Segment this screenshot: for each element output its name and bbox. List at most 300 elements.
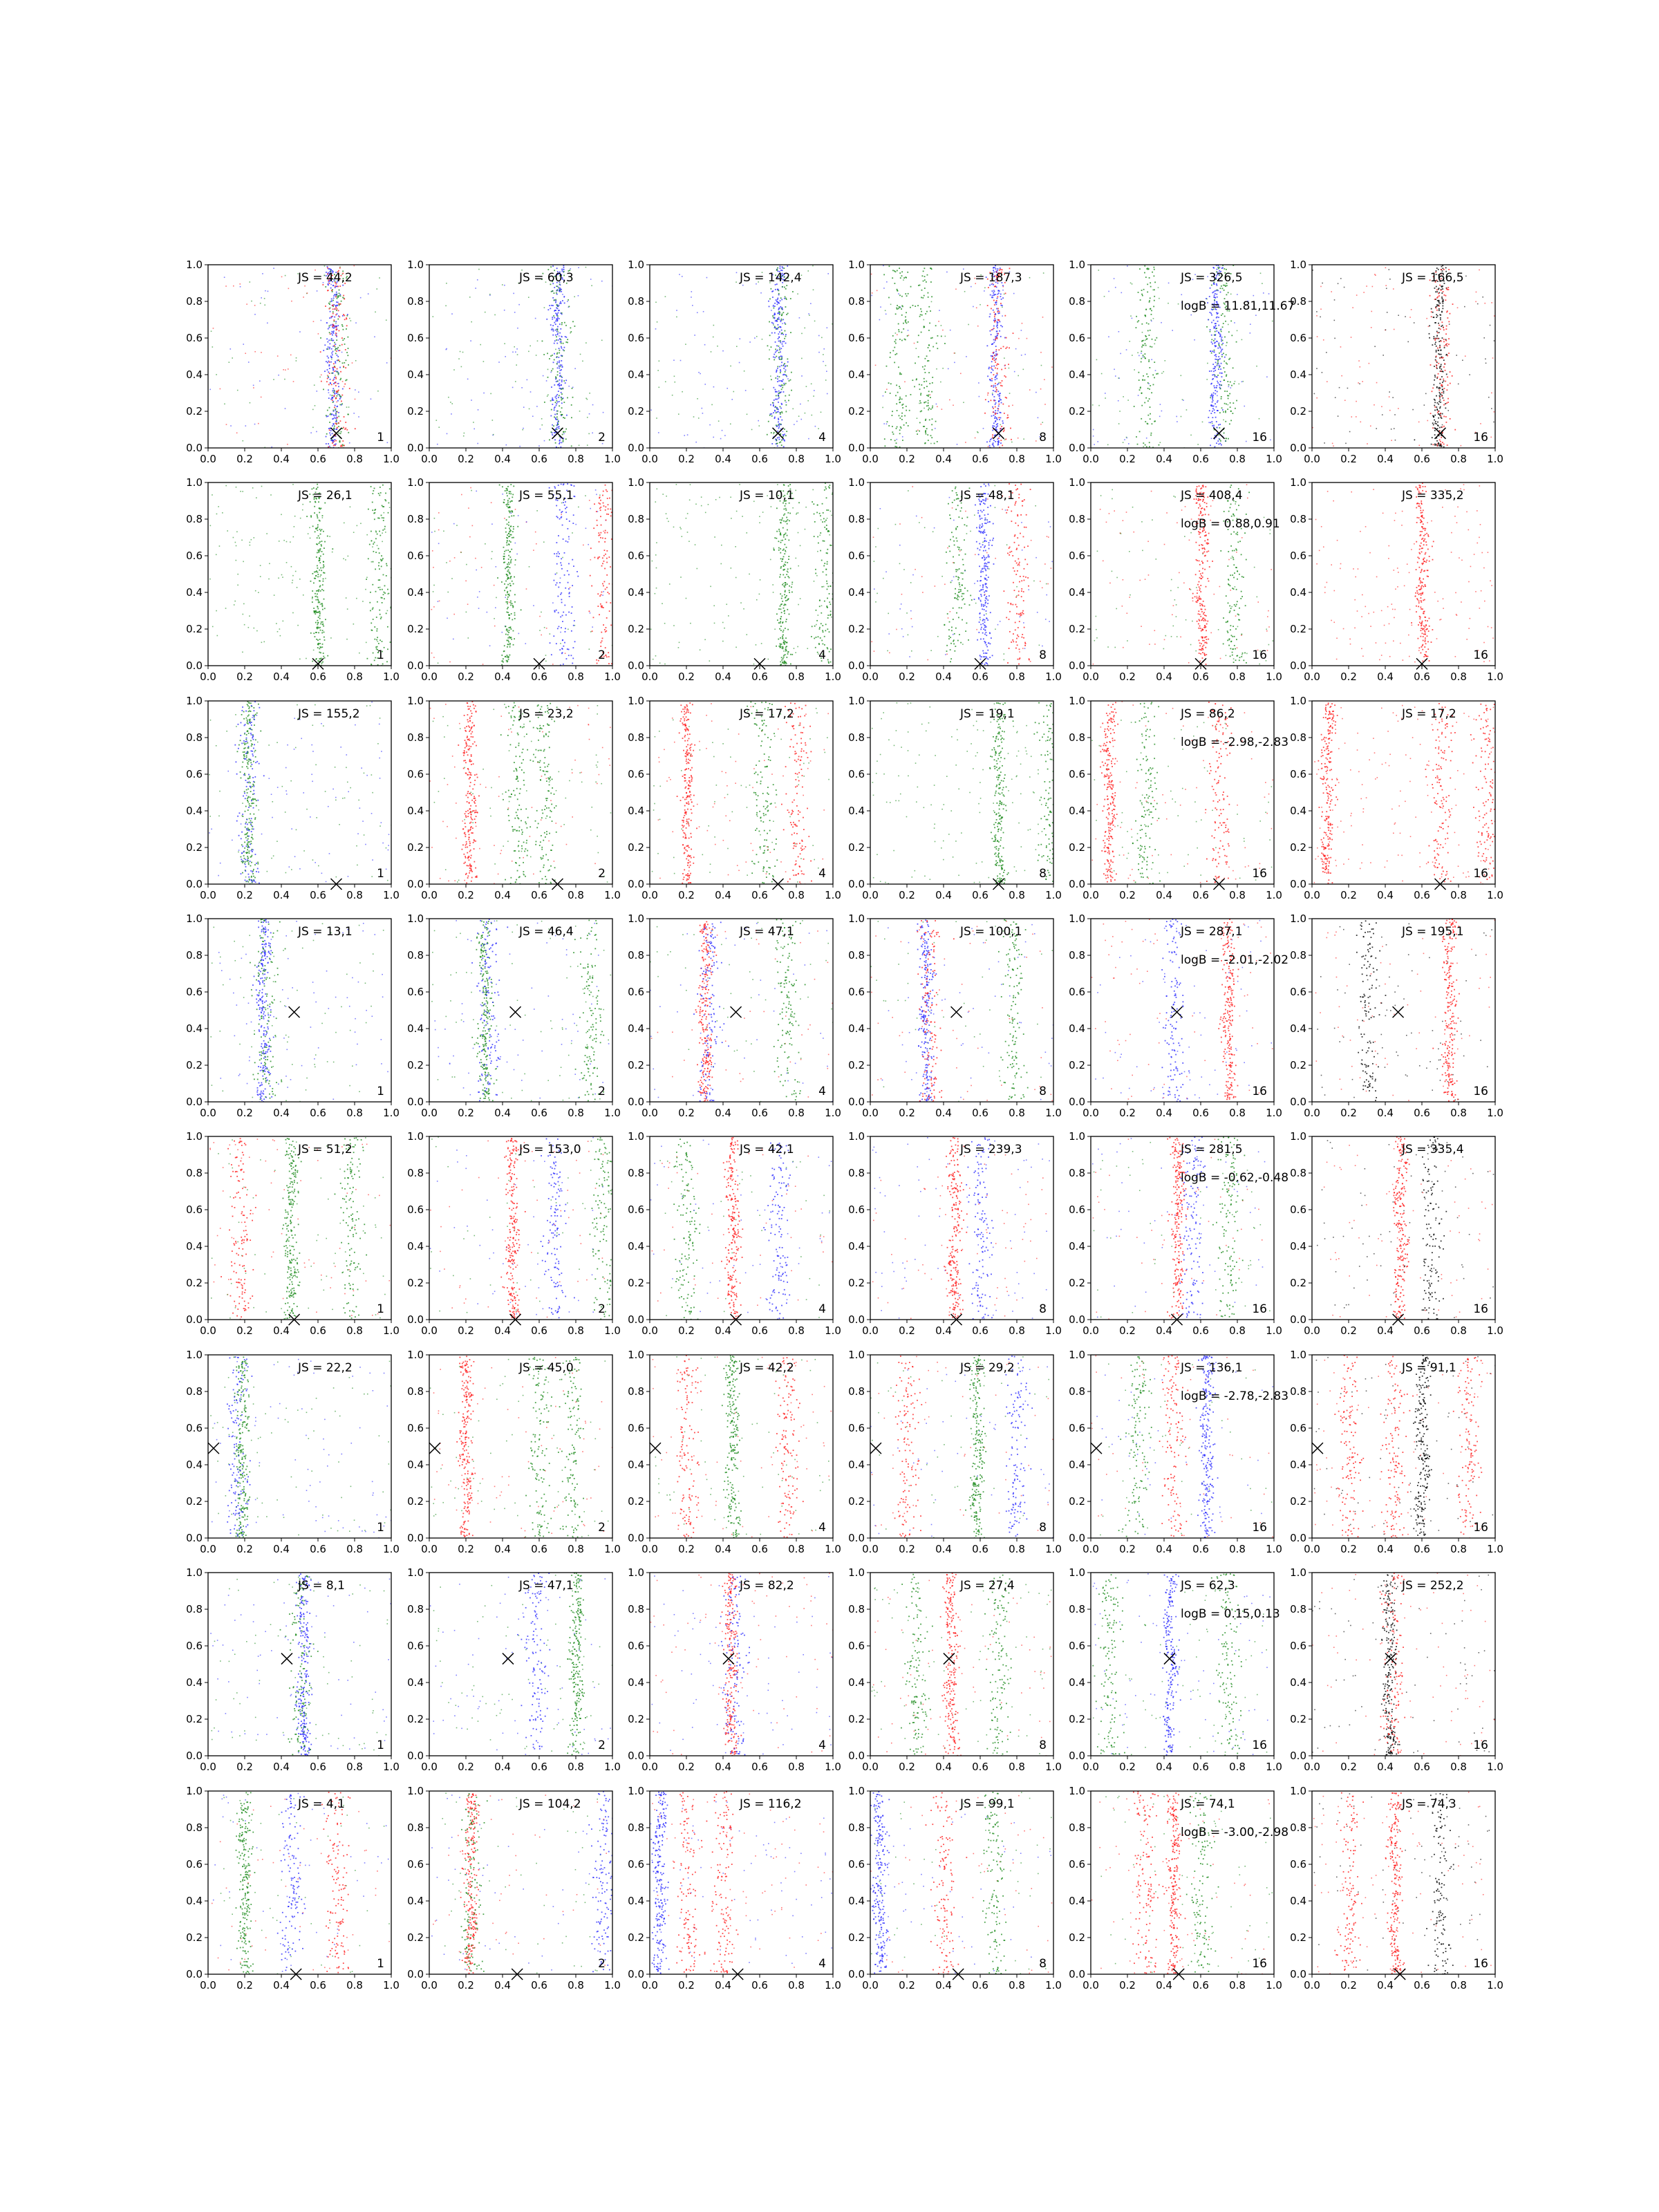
scatter-point (995, 402, 997, 404)
scatter-point (316, 431, 317, 433)
scatter-point (1441, 445, 1442, 447)
scatter-point (556, 429, 558, 430)
scatter-point (1151, 314, 1152, 315)
axes-frame (429, 482, 612, 666)
scatter-point (533, 550, 534, 551)
scatter-point (1161, 411, 1163, 412)
scatter-point (995, 404, 996, 405)
scatter-point (554, 408, 555, 409)
scatter-point (781, 440, 782, 441)
scatter-point (930, 268, 932, 269)
scatter-point (319, 520, 320, 521)
scatter-point (928, 395, 929, 396)
scatter-point (898, 329, 899, 330)
scatter-point (473, 422, 474, 423)
scatter-point (817, 551, 818, 552)
scatter-point (561, 364, 563, 366)
scatter-point (337, 305, 338, 306)
scatter-point (782, 332, 783, 334)
scatter-point (995, 336, 996, 337)
scatter-point (563, 269, 565, 270)
x-tick-label: 0.0 (862, 453, 879, 465)
scatter-point (332, 395, 333, 396)
scatter-point (1213, 340, 1215, 341)
scatter-point (278, 375, 279, 376)
scatter-point (1002, 326, 1003, 328)
scatter-point (338, 426, 339, 427)
scatter-point (919, 384, 920, 385)
scatter-point (921, 384, 922, 386)
axes-frame (870, 265, 1053, 448)
scatter-point (610, 515, 612, 516)
scatter-point (377, 637, 378, 638)
scatter-point (1382, 414, 1383, 415)
scatter-point (556, 556, 558, 557)
scatter-point (1438, 388, 1440, 389)
scatter-point (1447, 384, 1449, 386)
scatter-point (1436, 304, 1438, 306)
scatter-point (321, 529, 323, 530)
scatter-point (778, 341, 780, 342)
scatter-point (383, 520, 384, 521)
scatter-point (562, 639, 563, 641)
scatter-point (1013, 293, 1015, 294)
scatter-point (321, 320, 322, 321)
scatter-point (294, 526, 295, 527)
scatter-point (990, 313, 991, 315)
scatter-point (773, 324, 774, 326)
scatter-point (1232, 402, 1234, 404)
scatter-point (565, 341, 567, 343)
scatter-point (1443, 291, 1444, 292)
scatter-point (773, 323, 774, 324)
scatter-point (543, 354, 545, 355)
scatter-point (780, 442, 781, 443)
scatter-point (242, 440, 243, 442)
y-tick-label: 0.4 (407, 368, 424, 381)
scatter-point (379, 531, 380, 532)
scatter-point (507, 584, 509, 585)
scatter-point (563, 265, 564, 267)
scatter-point (1232, 413, 1233, 414)
scatter-point (338, 310, 339, 311)
scatter-point (554, 611, 556, 612)
scatter-point (564, 552, 565, 554)
scatter-point (521, 387, 523, 388)
scatter-point (935, 325, 937, 326)
scatter-point (315, 659, 317, 660)
scatter-point (1221, 337, 1223, 338)
scatter-point (557, 411, 559, 412)
scatter-point (317, 514, 318, 516)
scatter-point (505, 527, 507, 529)
scatter-point (1217, 385, 1218, 386)
scatter-point (1438, 310, 1440, 311)
scatter-point (507, 603, 508, 604)
scatter-point (504, 645, 505, 646)
scatter-point (353, 532, 355, 533)
scatter-point (1119, 411, 1121, 412)
scatter-point (769, 299, 771, 300)
scatter-point (1181, 416, 1182, 418)
scatter-point (346, 406, 348, 408)
scatter-point (1447, 444, 1448, 446)
scatter-point (556, 427, 558, 428)
axes-frame (650, 265, 833, 448)
scatter-point (1393, 288, 1394, 290)
scatter-point (1214, 368, 1215, 369)
scatter-point (1440, 413, 1441, 414)
scatter-point (928, 402, 929, 404)
scatter-point (501, 655, 503, 656)
scatter-point (814, 321, 816, 322)
scatter-point (1146, 339, 1147, 340)
scatter-point (780, 540, 782, 541)
scatter-point (345, 559, 346, 561)
scatter-point (328, 328, 329, 330)
scatter-point (1141, 418, 1142, 420)
scatter-point (993, 328, 995, 329)
scatter-point (796, 421, 798, 422)
scatter-point (1147, 376, 1149, 377)
scatter-point (1147, 388, 1149, 389)
scatter-point (788, 400, 789, 401)
scatter-point (335, 440, 337, 442)
scatter-point (1035, 392, 1037, 393)
scatter-point (1438, 325, 1440, 326)
scatter-point (1002, 445, 1003, 447)
scatter-point (781, 403, 782, 404)
scatter-point (319, 570, 320, 571)
scatter-point (375, 657, 376, 659)
scatter-point (306, 516, 308, 517)
scatter-point (1221, 373, 1222, 374)
scatter-point (993, 310, 994, 311)
scatter-point (1436, 291, 1438, 292)
scatter-point (342, 381, 344, 382)
scatter-point (600, 537, 601, 538)
scatter-point (327, 655, 328, 657)
scatter-point (991, 368, 993, 370)
scatter-point (318, 590, 319, 592)
scatter-point (906, 312, 907, 313)
scatter-point (892, 411, 893, 412)
scatter-point (502, 632, 503, 633)
scatter-point (339, 293, 340, 294)
scatter-point (1012, 405, 1013, 406)
scatter-point (1316, 368, 1318, 369)
scatter-point (778, 411, 779, 413)
scatter-point (772, 315, 774, 317)
scatter-point (568, 299, 569, 301)
scatter-point (1161, 322, 1162, 324)
scatter-point (608, 556, 610, 558)
scatter-point (924, 326, 925, 327)
scatter-point (946, 272, 948, 273)
scatter-point (509, 573, 511, 574)
scatter-point (1154, 420, 1156, 422)
scatter-point (337, 427, 338, 429)
scatter-point (332, 423, 334, 424)
scatter-point (366, 579, 367, 580)
scatter-point (600, 509, 601, 511)
scatter-point (997, 364, 998, 365)
scatter-point (776, 411, 778, 413)
scatter-point (321, 375, 322, 376)
x-tick-label: 0.6 (1192, 453, 1209, 465)
scatter-point (925, 433, 926, 435)
scatter-point (1452, 303, 1454, 305)
scatter-point (1217, 375, 1219, 376)
scatter-point (1218, 344, 1219, 346)
scatter-point (1217, 364, 1218, 365)
scatter-point (1409, 317, 1411, 318)
scatter-point (1147, 423, 1148, 424)
scatter-point (783, 365, 785, 366)
scatter-point (563, 417, 564, 418)
scatter-point (1035, 440, 1037, 442)
scatter-point (510, 602, 512, 603)
scatter-point (772, 297, 774, 298)
scatter-point (601, 640, 603, 641)
scatter-point (580, 354, 581, 355)
scatter-point (344, 416, 345, 418)
scatter-point (336, 328, 337, 330)
scatter-point (556, 542, 557, 543)
x-tick-label: 0.4 (494, 671, 511, 683)
scatter-point (468, 637, 469, 639)
scatter-point (1442, 308, 1443, 309)
scatter-point (915, 362, 916, 364)
scatter-point (1159, 444, 1160, 446)
scatter-point (890, 304, 892, 306)
scatter-point (1446, 326, 1447, 327)
data-points (433, 265, 613, 449)
scatter-point (508, 578, 509, 579)
scatter-point (437, 444, 438, 445)
scatter-point (1389, 410, 1391, 411)
scatter-point (991, 361, 993, 362)
scatter-point (326, 433, 328, 435)
scatter-point (336, 327, 337, 328)
scatter-point (1101, 373, 1103, 375)
scatter-point (328, 384, 330, 385)
scatter-point (323, 590, 324, 591)
scatter-point (588, 544, 589, 545)
scatter-point (378, 587, 379, 588)
scatter-point (1105, 397, 1106, 399)
scatter-point (899, 433, 901, 434)
scatter-point (1491, 302, 1492, 303)
scatter-point (773, 592, 774, 593)
scatter-point (991, 344, 993, 345)
scatter-point (1040, 388, 1042, 390)
scatter-point (1438, 389, 1440, 391)
scatter-point (526, 588, 527, 590)
scatter-point (777, 376, 778, 377)
scatter-point (1445, 295, 1447, 297)
scatter-point (331, 316, 332, 317)
scatter-point (930, 337, 932, 339)
scatter-point (570, 655, 572, 656)
scatter-point (787, 378, 789, 379)
scatter-point (507, 566, 509, 568)
scatter-point (777, 438, 778, 439)
scatter-point (261, 352, 262, 353)
scatter-point (1224, 371, 1226, 373)
scatter-point (317, 524, 319, 525)
scatter-point (258, 423, 259, 424)
scatter-point (1150, 308, 1152, 310)
scatter-point (321, 603, 322, 605)
scatter-point (315, 578, 316, 579)
scatter-point (355, 360, 357, 362)
scatter-point (507, 545, 508, 546)
scatter-point (997, 419, 998, 420)
scatter-point (1215, 406, 1217, 408)
scatter-point (509, 655, 511, 656)
scatter-point (926, 386, 928, 387)
scatter-point (467, 379, 469, 380)
scatter-point (995, 406, 996, 408)
scatter-point (556, 294, 558, 295)
scatter-point (991, 438, 993, 440)
scatter-point (1434, 379, 1435, 381)
scatter-point (453, 369, 455, 371)
scatter-point (923, 319, 924, 321)
scatter-point (508, 525, 509, 526)
scatter-point (1436, 317, 1437, 318)
scatter-point (373, 551, 374, 552)
scatter-point (1443, 294, 1445, 296)
scatter-point (600, 603, 601, 605)
scatter-point (777, 445, 778, 447)
scatter-point (337, 368, 338, 370)
scatter-point (479, 591, 480, 592)
scatter-point (994, 318, 995, 319)
scatter-point (567, 528, 568, 529)
scatter-point (603, 505, 605, 507)
scatter-point (510, 484, 512, 485)
scatter-point (615, 663, 616, 664)
scatter-point (921, 315, 923, 316)
scatter-point (931, 437, 932, 438)
scatter-point (277, 631, 279, 632)
scatter-point (899, 386, 900, 387)
scatter-point (507, 657, 509, 658)
scatter-point (926, 355, 928, 357)
scatter-point (1151, 392, 1152, 393)
scatter-point (451, 413, 452, 415)
scatter-point (335, 305, 337, 306)
scatter-point (901, 399, 903, 400)
scatter-point (547, 395, 548, 397)
scatter-point (557, 306, 559, 307)
scatter-point (559, 338, 561, 339)
scatter-point (773, 317, 774, 319)
scatter-point (1186, 409, 1188, 411)
scatter-point (941, 336, 942, 337)
scatter-point (1335, 397, 1336, 398)
scatter-point (778, 385, 780, 386)
scatter-point (996, 378, 997, 379)
scatter-point (507, 657, 508, 658)
scatter-point (331, 439, 332, 440)
scatter-point (315, 571, 317, 572)
scatter-point (997, 311, 998, 312)
scatter-point (303, 297, 304, 298)
scatter-point (785, 288, 787, 290)
scatter-point (1128, 443, 1130, 444)
scatter-point (603, 531, 605, 532)
scatter-point (942, 330, 944, 331)
scatter-point (446, 348, 447, 350)
scatter-point (787, 362, 789, 363)
scatter-point (368, 293, 369, 294)
scatter-point (995, 391, 996, 392)
scatter-point (315, 636, 316, 637)
scatter-point (735, 546, 736, 547)
scatter-point (558, 397, 559, 398)
scatter-point (704, 344, 706, 346)
scatter-point (1000, 428, 1001, 429)
scatter-point (785, 343, 787, 344)
scatter-point (560, 447, 561, 448)
scatter-point (555, 376, 556, 377)
scatter-point (1141, 346, 1143, 348)
scatter-point (877, 290, 878, 292)
x-tick-label: 0.4 (715, 453, 731, 465)
scatter-point (1246, 441, 1247, 442)
scatter-point (785, 371, 786, 373)
scatter-point (451, 403, 453, 404)
scatter-point (1221, 285, 1222, 287)
scatter-point (902, 436, 903, 438)
scatter-point (929, 323, 930, 324)
scatter-point (562, 366, 563, 368)
scatter-point (613, 497, 615, 498)
scatter-point (894, 362, 895, 363)
scatter-point (1220, 351, 1221, 353)
scatter-point (555, 349, 556, 350)
scatter-point (336, 429, 337, 430)
scatter-point (605, 588, 606, 590)
scatter-point (776, 321, 778, 322)
scatter-point (507, 612, 509, 613)
scatter-point (512, 351, 514, 353)
scatter-point (299, 659, 301, 660)
scatter-point (1004, 315, 1006, 317)
scatter-point (1172, 330, 1173, 331)
scatter-point (504, 556, 505, 557)
scatter-point (702, 408, 703, 409)
scatter-point (1424, 404, 1425, 406)
scatter-point (778, 421, 779, 422)
scatter-point (338, 359, 339, 361)
scatter-point (570, 268, 571, 270)
y-tick-label: 0.6 (1290, 332, 1306, 344)
scatter-point (925, 372, 926, 373)
scatter-point (1142, 332, 1143, 333)
scatter-point (722, 350, 724, 352)
scatter-point (378, 579, 379, 581)
scatter-point (339, 361, 340, 362)
scatter-point (336, 350, 337, 352)
scatter-point (662, 494, 664, 495)
scatter-point (340, 303, 341, 305)
scatter-point (1443, 380, 1445, 382)
scatter-point (477, 597, 478, 598)
